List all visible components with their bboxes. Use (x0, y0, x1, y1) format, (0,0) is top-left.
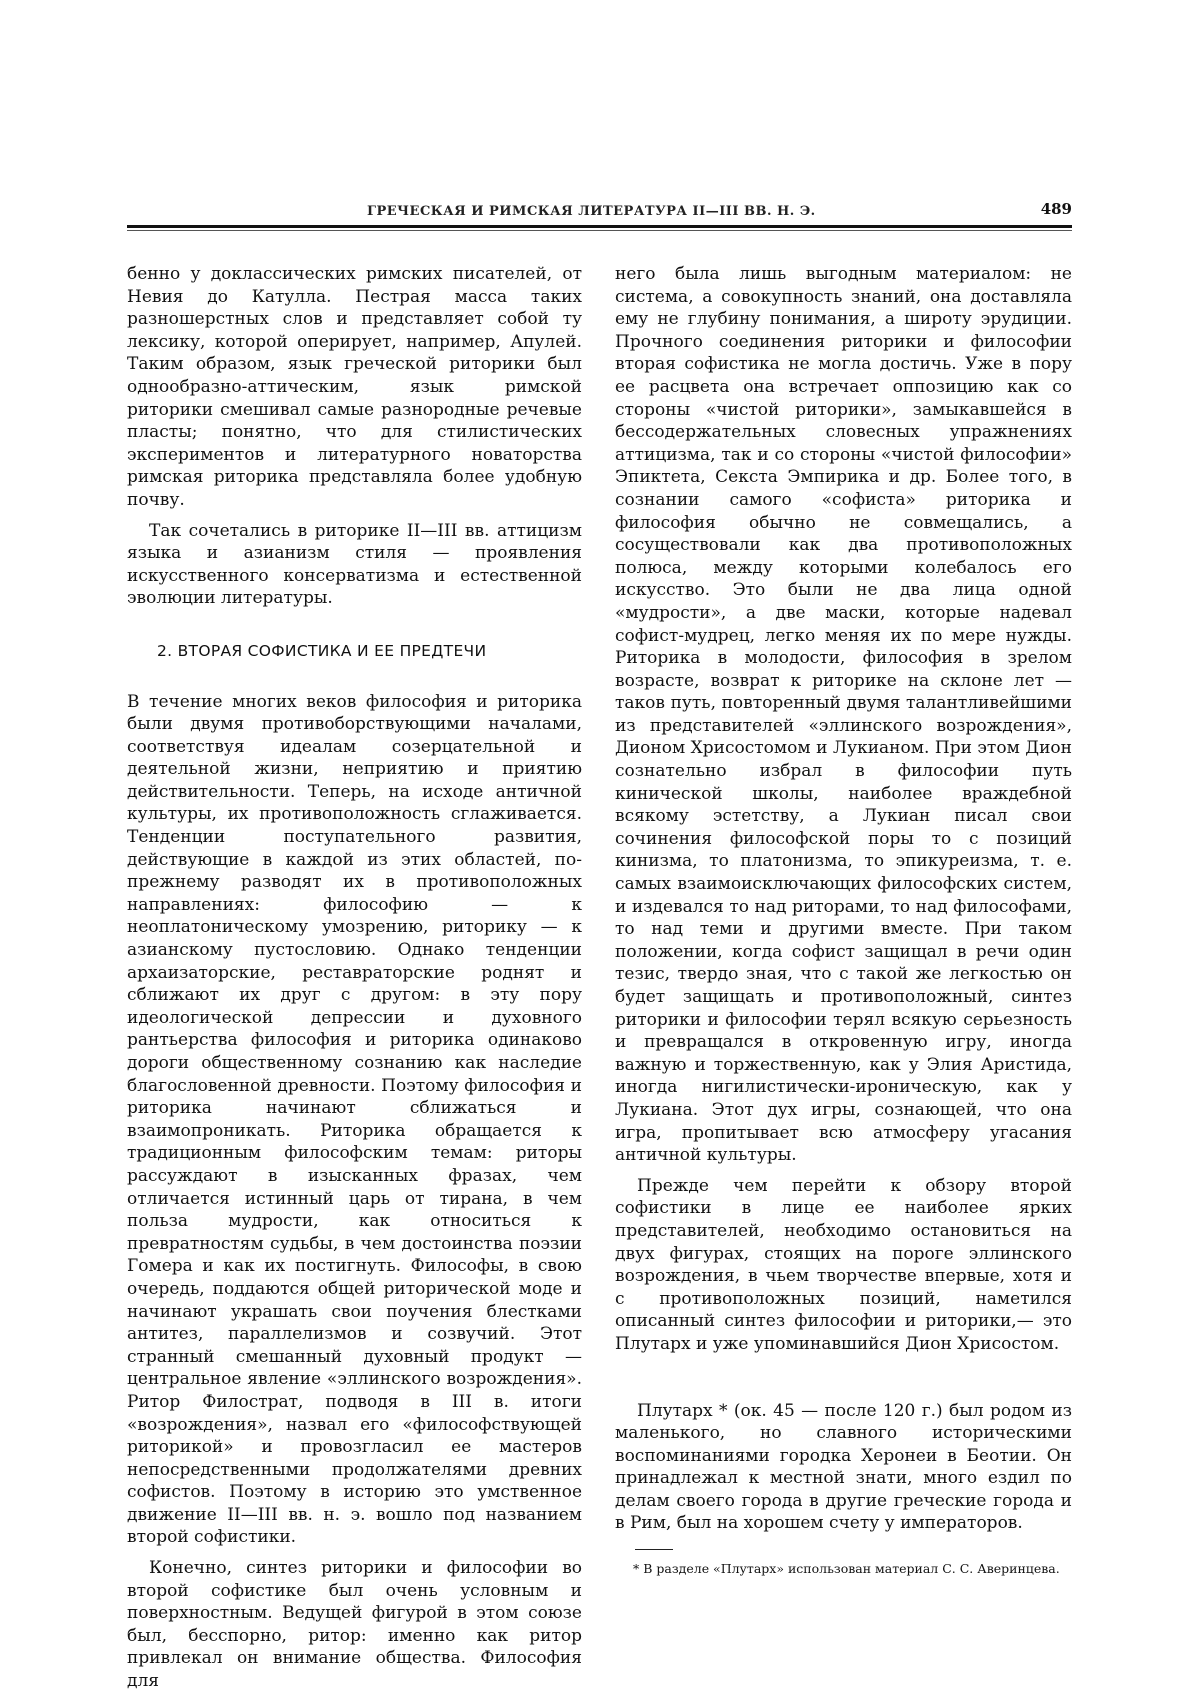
paragraph: Так сочетались в риторике II—III вв. аттицизм языка и азианизм стиля — проявления искусственного консерватизма и естественной эволюции литературы. (127, 520, 582, 609)
paragraph: него была лишь выгодным материалом: не система, а совокупность знаний, она доставляла ему не глубину понимания, а широту эрудиции. Прочного соединения риторики и философии вторая софистика не могла достичь. Уже в пору ее расцвета она встречает оппозицию как со стороны «чистой риторики», замыкавшейся в бессодержательных словесных упражнениях аттицизма, так и со стороны «чистой философии» Эпиктета, Секста Эмпирика и др. Более того, в сознании самого «софиста» риторика и философия обычно не совмещались, а сосуществовали как два противоположных полюса, между которыми колебалось его искусство. Это были не два лица одной «мудрости», а две маски, которые надевал софист-мудрец, легко меняя их по мере нужды. Риторика в молодости, философия в зрелом возрасте, возврат к риторике на склоне лет — таков путь, повторенный двумя талантливейшими из представителей «эллинского возрождения», Дионом Хрисостомом и Лукианом. При этом Дион сознательно избрал в философии путь кинической школы, наиболее враждебной всякому эстетству, а Лукиан писал свои сочинения философской поры то с позиций кинизма, то платонизма, то эпикуреизма, т. е. самых взаимоисключающих философских систем, и издевался то над риторами, то над философами, то над теми и другими вместе. При таком положении, когда софист защищал в речи один тезис, твердо зная, что с такой же легкостью он будет защищать и противоположный, синтез риторики и философии терял всякую серьезность и превращался в откровенную игру, иногда важную и торжественную, как у Элия Аристида, иногда нигилистически-ироническую, как у Лукиана. Этот дух игры, сознающей, что она игра, пропитывает всю атмосферу угасания античной культуры. (615, 264, 1072, 1166)
section-heading: 2. ВТОРАЯ СОФИСТИКА И ЕЕ ПРЕДТЕЧИ (157, 641, 487, 660)
paragraph: бенно у доклассических римских писателей, от Невия до Катулла. Пестрая масса таких разношерстных слов и представляет собой ту лексику, которой оперирует, например, Апулей. Таким образом, язык греческой риторики был однообразно-аттическим, язык римской риторики смешивал самые разнородные речевые пласты; понятно, что для стилистических экспериментов и литературного новаторства римская риторика представляла более удобную почву. (127, 264, 582, 510)
page-number: 489 (1040, 200, 1072, 218)
paragraph: В течение многих веков философия и риторика были двумя противоборствующими началами, соответствуя идеалам созерцательной и деятельной жизни, неприятию и приятию действительности. Теперь, на исходе античной культуры, их противоположность сглаживается. Тенденции поступательного развития, действующие в каждой из этих областей, по-прежнему разводят их в противоположных направлениях: философию — к неоплатоническому умозрению, риторику — к азианскому пустословию. Однако тенденции архаизаторские, реставраторские роднят и сближают их друг с другом: в эту пору идеологической депрессии и духовного рантьерства философия и риторика одинаково дороги общественному сознанию как наследие благословенной древности. Поэтому философия и риторика начинают сближаться и взаимопроникать. Риторика обращается к традиционным философским темам: риторы рассуждают в изысканных фразах, чем отличается истинный царь от тирана, в чем польза мудрости, как относиться к превратностям судьбы, в чем достоинства поэзии Гомера и как их постигнуть. Философы, в свою очередь, поддаются общей риторической моде и начинают украшать свои поучения блестками антитез, параллелизмов и созвучий. Этот странный смешанный духовный продукт — центральное явление «эллинского возрождения». Ритор Филострат, подводя в III в. итоги «возрождения», назвал его «философствующей риторикой» и провозгласил ее мастеров непосредственными продолжателями древних софистов. Поэтому в историю это умственное движение II—III вв. н. э. вошло под названием второй софистики. (127, 691, 582, 1548)
left-column (127, 263, 582, 1693)
footnote-rule (635, 1549, 673, 1550)
paragraph: Конечно, синтез риторики и философии во второй софистике был очень условным и поверхностным. Ведущей фигурой в этом союзе был, бесспорно, ритор: именно как ритор привлекал он внимание общества. Философия для (127, 1558, 582, 1692)
running-head (127, 200, 1072, 228)
header-rule-thin (127, 230, 1072, 231)
paragraph: Плутарх * (ок. 45 — после 120 г.) был родом из маленького, но славного историческими воспоминаниями городка Херонеи в Беотии. Он принадлежал к местной знати, много ездил по делам своего города в другие греческие города и в Рим, был на хорошем счету у императоров. (615, 1400, 1072, 1534)
footnote: * В разделе «Плутарх» использован материал С. С. Аверинцева. (633, 1561, 1060, 1577)
paragraph: Прежде чем перейти к обзору второй софистики в лице ее наиболее ярких представителей, необходимо остановиться на двух фигурах, стоящих на пороге эллинского возрождения, в чьем творчестве впервые, хотя и с противоположных позиций, наметился описанный синтез философии и риторики,— это Плутарх и уже упоминавшийся Дион Хрисостом. (615, 1175, 1072, 1354)
right-column (615, 263, 1072, 1577)
running-title: ГРЕЧЕСКАЯ И РИМСКАЯ ЛИТЕРАТУРА II—III ВВ. Н. Э. (367, 204, 816, 219)
header-rule-thick (127, 225, 1072, 228)
